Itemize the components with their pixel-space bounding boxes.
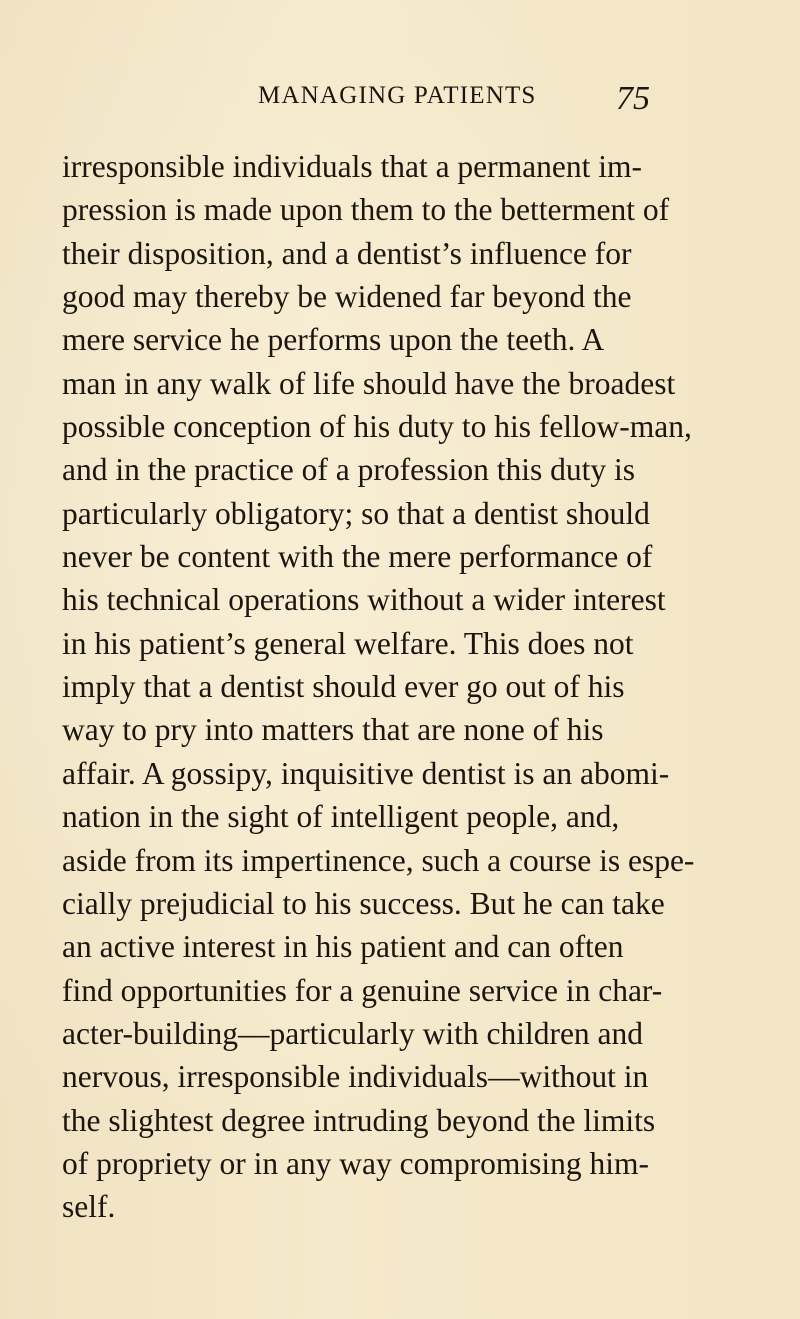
body-text xyxy=(62,145,782,1229)
text-line: in his patient’s general welfare. This does not xyxy=(62,625,634,661)
text-line: the slightest degree intruding beyond the limits xyxy=(62,1102,656,1138)
text-line: possible conception of his duty to his fellow-man, xyxy=(62,409,692,445)
text-line: affair. A gossipy, inquisitive dentist is an abomi- xyxy=(62,755,670,791)
text-line: of propriety or in any way compromising him- xyxy=(62,1145,650,1181)
page-header xyxy=(258,82,778,122)
text-line: find opportunities for a genuine service in char- xyxy=(62,972,663,1008)
text-line: self. xyxy=(62,1189,116,1225)
text-line: his technical operations without a wider interest xyxy=(62,582,666,618)
text-line: acter-building—particularly with children and xyxy=(62,1015,644,1051)
text-line: cially prejudicial to his success. But he can take xyxy=(62,885,665,921)
text-line: aside from its impertinence, such a course is espe- xyxy=(62,842,695,878)
page-number: 75 xyxy=(616,80,650,117)
text-line: way to pry into matters that are none of his xyxy=(62,712,604,748)
text-line: imply that a dentist should ever go out of his xyxy=(62,669,625,705)
text-line: an active interest in his patient and can often xyxy=(62,929,624,965)
text-line: nation in the sight of intelligent people, and, xyxy=(62,799,620,835)
text-line: never be content with the mere performance of xyxy=(62,539,653,575)
text-line: and in the practice of a profession this duty is xyxy=(62,452,635,488)
text-line: their disposition, and a dentist’s influence for xyxy=(62,235,632,271)
text-line: mere service he performs upon the teeth. A xyxy=(62,322,605,358)
text-line: irresponsible individuals that a permanent im- xyxy=(62,149,642,184)
text-line: good may thereby be widened far beyond the xyxy=(62,279,632,315)
text-line: man in any walk of life should have the broadest xyxy=(62,365,676,401)
text-line: nervous, irresponsible individuals—without in xyxy=(62,1059,649,1095)
text-line: particularly obligatory; so that a dentist should xyxy=(62,495,650,531)
text-line: pression is made upon them to the betterment of xyxy=(62,192,670,228)
running-head: MANAGING PATIENTS xyxy=(258,82,537,109)
